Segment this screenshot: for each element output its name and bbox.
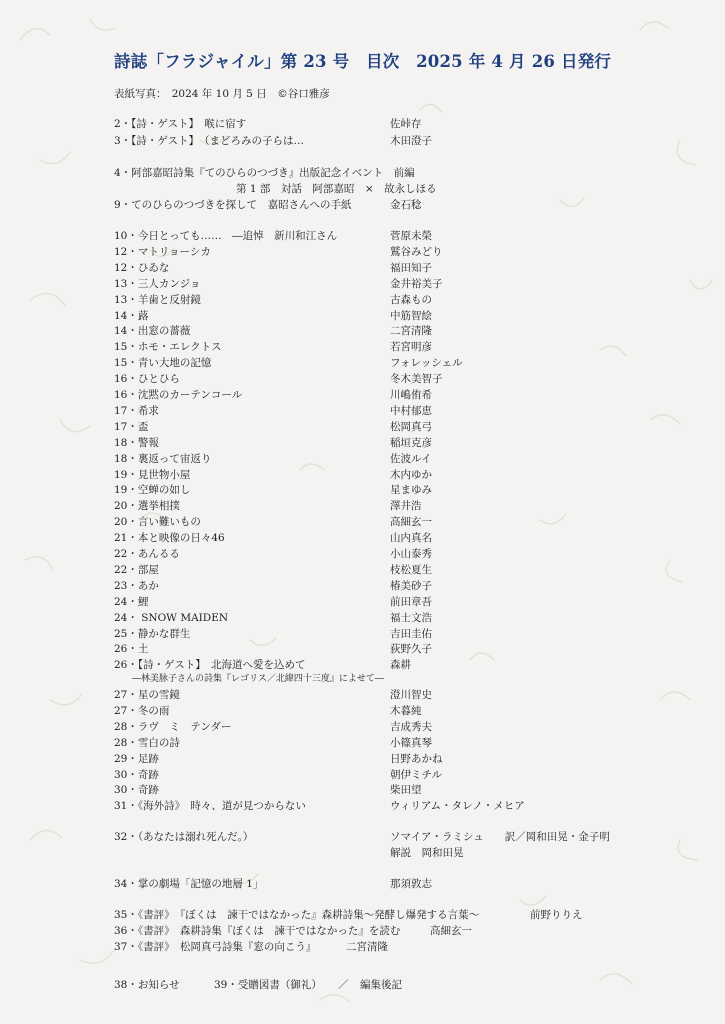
event-heading: 4・阿部嘉昭詩集『てのひらのつづき』出版記念イベント 前編	[114, 167, 415, 179]
entry-author: 福田知子	[390, 261, 432, 274]
entry-author: 若宮明彦	[390, 341, 432, 354]
entry-author: 松岡真弓	[390, 420, 432, 433]
entry-author: 吉田圭佑	[390, 627, 432, 640]
entry-title: 12・マトリョーシカ	[114, 245, 211, 258]
entry-title: 18・裏返って宙返り	[114, 452, 212, 465]
separator: ／	[338, 979, 349, 991]
entry-title: 32・（あなたは溺れ死んだ。）	[114, 831, 254, 843]
entry-author: 高細玄一	[390, 516, 432, 529]
entry-author: 山内真名	[390, 532, 432, 545]
review-title: 35・《書評》 『ぼくは 諫干ではなかった』森耕詩集～発酵し爆発する言葉～	[114, 909, 480, 921]
entry-author: 中筋智絵	[390, 309, 432, 322]
entry-title: 27・星の雪鏡	[114, 689, 180, 701]
afterword-item: 編集後記	[360, 979, 402, 991]
entry-title: 34・掌の劇場「記憶の地層 1」	[114, 878, 264, 890]
entry-title: 9・てのひらのつづきを探して 嘉昭さんへの手紙	[114, 199, 352, 211]
review-author: 二宮清隆	[346, 941, 388, 953]
entry-author: 星まゆみ	[390, 484, 432, 497]
entry-title: 15・青い大地の記憶	[114, 357, 212, 370]
entry-title: 15・ホモ・エレクトス	[114, 341, 222, 354]
entry-title: 26・土	[114, 643, 149, 656]
entry-title: 14・出窓の薔薇	[114, 325, 191, 338]
entry-title: 3・【詩・ゲスト】 （まどろみの子らは…	[114, 135, 305, 147]
entry-title: 28・ラヴ ミ テンダー	[114, 720, 232, 733]
entry-author: 川嶋侑希	[390, 389, 432, 401]
entry-author: 木田澄子	[390, 135, 432, 147]
review-author: 高細玄一	[430, 925, 472, 937]
entry-author: 小山泰秀	[390, 548, 432, 560]
entry-title: 17・盃	[114, 420, 149, 433]
entry-title: 27・冬の雨	[114, 704, 170, 717]
cover-photo-credit: 表紙写真： 2024 年 10 月 5 日 ©谷口雅彦	[114, 88, 330, 100]
entry-title: 13・三人カンジョ	[114, 277, 201, 290]
entry-author: 朝伊ミチル	[390, 768, 442, 781]
entry-author: 吉成秀夫	[390, 720, 432, 733]
entry-author: 森耕	[390, 659, 411, 672]
entry-author: 佐波ルイ	[390, 452, 432, 465]
entry-author: 木暮純	[390, 704, 422, 717]
entry-author: 菅原未榮	[390, 230, 432, 242]
entry-author: ウィリアム・タレノ・メヒア	[390, 800, 525, 813]
page-title: 詩誌「フラジャイル」第 23 号 目次 2025 年 4 月 26 日発行	[114, 52, 612, 71]
entry-title: 13・羊歯と反射鏡	[114, 293, 201, 306]
entry-title: 20・言い難いもの	[114, 516, 201, 529]
news-item: 38・お知らせ	[114, 979, 180, 991]
entry-title: 30・奇跡	[114, 784, 159, 797]
entry-title: 12・ひゐな	[114, 261, 170, 274]
dedication-note: ―林美脉子さんの詩集『レゴリス／北緯四十三度』によせて―	[132, 674, 384, 684]
entry-author: 日野あかね	[390, 752, 443, 765]
entry-author: 金石稔	[390, 199, 422, 211]
entry-author: 金井裕美子	[390, 277, 443, 290]
entry-title: 21・本と映像の日々46	[114, 532, 225, 545]
entry-author: 稲垣克彦	[390, 436, 432, 449]
entry-title: 29・足跡	[114, 752, 159, 765]
entry-author: 冬木美智子	[390, 373, 443, 386]
entry-title: 16・ひとひら	[114, 373, 180, 386]
entry-title: 26・【詩・ゲスト】 北海道へ愛を込めて	[114, 659, 306, 672]
entry-author: フォレッシェル	[390, 357, 463, 370]
entry-author: 枝松夏生	[390, 563, 432, 576]
entry-title: 17・希求	[114, 404, 159, 417]
entry-author: ソマイア・ラミシュ 訳／岡和田晃・金子明	[390, 831, 610, 843]
entry-author: 小篠真琴	[390, 736, 432, 749]
entry-title: 24・ SNOW MAIDEN	[114, 611, 229, 624]
entry-author: 那須敦志	[390, 878, 432, 890]
entry-title: 14・蕗	[114, 309, 149, 322]
entry-title: 31・《海外詩》 時々、道が見つからない	[114, 800, 306, 813]
entry-author: 中村郁恵	[390, 404, 432, 417]
entry-title: 30・奇跡	[114, 768, 159, 781]
commentary-credit: 解説 岡和田晃	[390, 847, 464, 859]
entry-author: 木内ゆか	[390, 468, 432, 481]
entry-title: 22・部屋	[114, 563, 159, 576]
review-title: 36・《書評》 森耕詩集『ぼくは 諫干ではなかった』を読む	[114, 925, 401, 937]
entry-author: 椿美砂子	[390, 579, 432, 592]
entry-title: 19・空蝉の如し	[114, 484, 191, 497]
entry-title: 20・選挙相撲	[114, 500, 180, 513]
entry-title: 2・【詩・ゲスト】 喉に宿す	[114, 118, 247, 130]
entry-title: 28・雪白の詩	[114, 736, 180, 749]
entry-author: 福士文浩	[390, 611, 432, 624]
entry-title: 10・今日とっても…… ―追悼 新川和江さん	[114, 230, 338, 242]
entry-title: 22・あんるる	[114, 548, 180, 560]
entry-title: 24・鯉	[114, 595, 149, 608]
entry-author: 荻野久子	[390, 643, 432, 656]
received-books-item: 39・受贈図書（御礼）	[214, 979, 322, 991]
entry-author: 佐峠存	[390, 118, 422, 130]
entry-title: 19・見世物小屋	[114, 468, 191, 481]
entry-author: 澤井浩	[390, 500, 422, 513]
entry-author: 澄川智史	[390, 689, 432, 701]
event-subheading: 第 1 部 対話 阿部嘉昭 × 故永しほる	[236, 183, 437, 195]
entry-author: 二宮清隆	[390, 325, 432, 338]
entry-author: 鷲谷みどり	[390, 245, 443, 258]
entry-title: 16・沈黙のカーテンコール	[114, 389, 243, 401]
entry-title: 18・警報	[114, 436, 159, 449]
entry-title: 25・静かな群生	[114, 627, 191, 640]
review-author: 前野りりえ	[530, 909, 583, 921]
entry-author: 柴田望	[390, 784, 422, 797]
entry-author: 前田章吾	[390, 595, 432, 608]
review-title: 37・《書評》 松岡真弓詩集『窓の向こう』	[114, 941, 317, 953]
entry-title: 23・あか	[114, 579, 159, 592]
entry-author: 古森もの	[390, 293, 432, 306]
